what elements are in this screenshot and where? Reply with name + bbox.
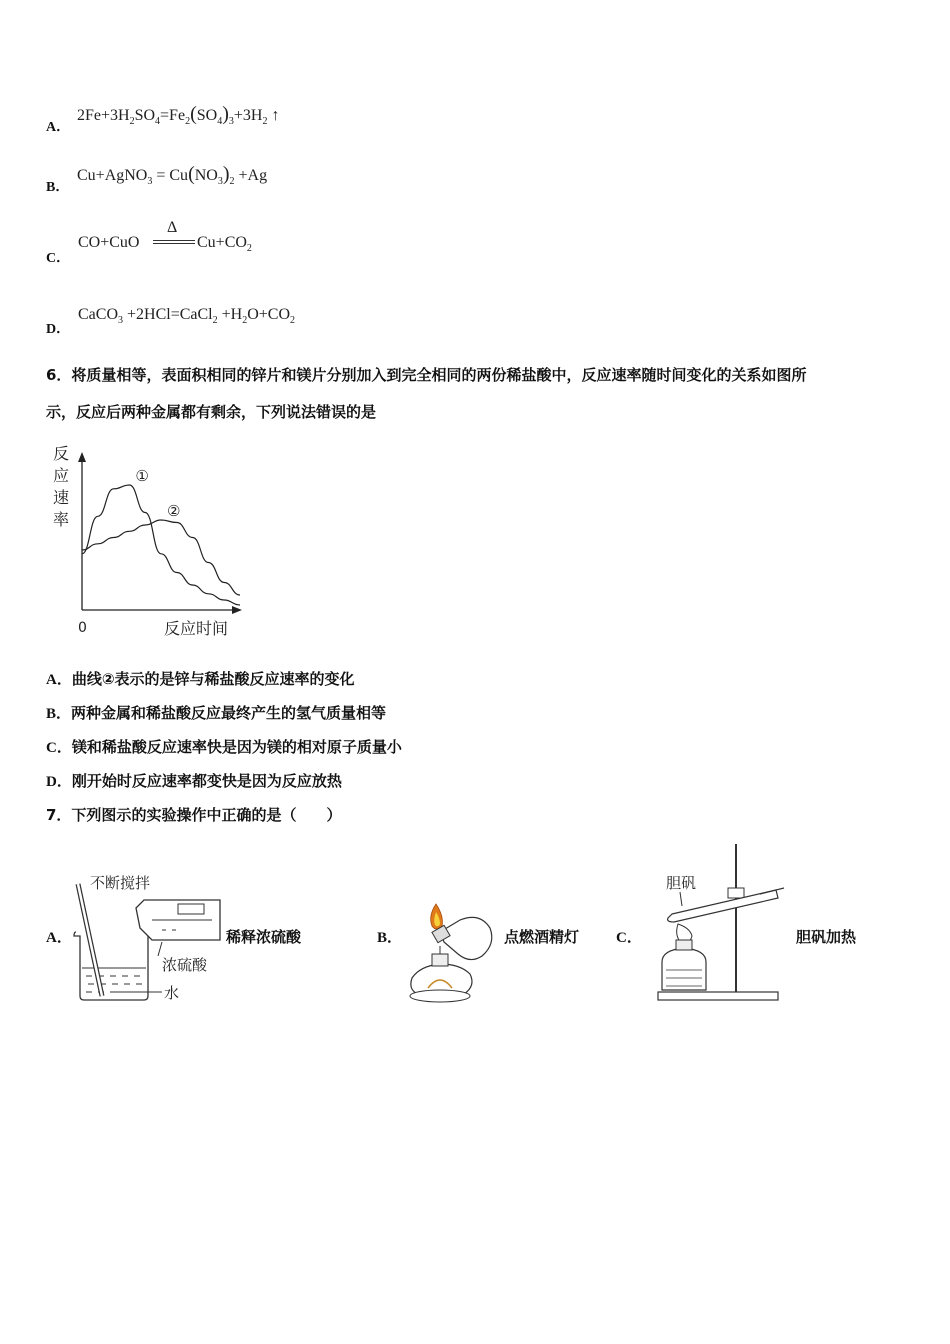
origin-label: 0 <box>78 620 87 636</box>
ylabel-char-1: 反 <box>53 444 70 463</box>
q7-letter-b: B． <box>377 930 403 946</box>
option-letter: D． <box>46 322 71 337</box>
reaction-rate-chart <box>44 440 264 640</box>
option-letter: C． <box>46 251 71 266</box>
q7-stem: 7．下列图示的实验操作中正确的是（ ） <box>46 806 342 824</box>
formula-d: CaCO$_3$ +2HCl=CaCl$_2$ $+H_2O+CO_2$ <box>78 306 295 326</box>
x-axis-arrow <box>232 606 242 614</box>
series-line-1 <box>82 485 240 605</box>
alcohol-lamp-icon <box>662 924 706 990</box>
q6-choice-a: A．曲线②表示的是锌与稀盐酸反应速率的变化 <box>46 670 355 688</box>
q7-letter-c: C． <box>616 930 642 946</box>
q7-caption-a: 稀释浓硫酸 <box>226 928 302 946</box>
series-label-2: ② <box>167 502 181 520</box>
equals-line <box>153 240 195 244</box>
formula-a: $2Fe+3H_2SO_4=Fe_2(SO_4)_3+3H_2$ ↑ <box>77 103 280 127</box>
q6-stem-line2: 示，反应后两种金属都有剩余，下列说法错误的是 <box>46 403 377 421</box>
series-line-2 <box>82 520 240 595</box>
reagent-bottle-icon <box>136 900 220 940</box>
formula-c-lhs: CO+CuO <box>78 234 140 251</box>
label-water: 水 <box>164 984 180 1002</box>
q7-letter-a: A． <box>46 930 72 946</box>
xlabel: 反应时间 <box>164 619 229 638</box>
ylabel-char-2: 应 <box>53 466 70 485</box>
flame-icon <box>431 904 443 929</box>
q7-caption-b: 点燃酒精灯 <box>504 928 580 946</box>
dilution-figure <box>62 872 222 1002</box>
heating-setup-figure <box>648 840 798 1006</box>
alcohol-lamp-figure <box>400 898 500 1008</box>
option-letter: A． <box>46 120 71 135</box>
formula-b: Cu+AgNO$_3$ = $Cu(NO_3)_2 +Ag$ <box>77 163 268 187</box>
q6-choice-d: D．刚开始时反应速率都变快是因为反应放热 <box>46 772 342 790</box>
label-conc-acid: 浓硫酸 <box>162 956 208 974</box>
ylabel-char-4: 率 <box>53 510 70 529</box>
q7-caption-c: 胆矾加热 <box>796 928 857 946</box>
beaker-icon <box>74 932 148 1000</box>
q6-choice-c: C．镁和稀盐酸反应速率快是因为镁的相对原子质量小 <box>46 738 402 756</box>
glass-rod-icon <box>78 884 102 996</box>
formula-c-rhs: $Cu+CO_2$ <box>197 234 252 254</box>
q6-choice-b: B．两种金属和稀盐酸反应最终产生的氢气质量相等 <box>46 704 387 722</box>
y-axis-arrow <box>78 452 86 462</box>
q6-stem-line1: 6．将质量相等，表面积相同的锌片和镁片分别加入到完全相同的两份稀盐酸中，反应速率随时间变化的关系如图所 <box>46 366 807 384</box>
label-stir: 不断搅拌 <box>90 874 151 892</box>
test-tube-icon <box>668 888 784 922</box>
condition-heat: Δ <box>167 219 178 236</box>
series-label-1: ① <box>135 467 149 485</box>
label-vitriol: 胆矾 <box>666 874 697 892</box>
option-letter: B． <box>46 180 70 195</box>
ylabel-char-3: 速 <box>53 488 70 507</box>
